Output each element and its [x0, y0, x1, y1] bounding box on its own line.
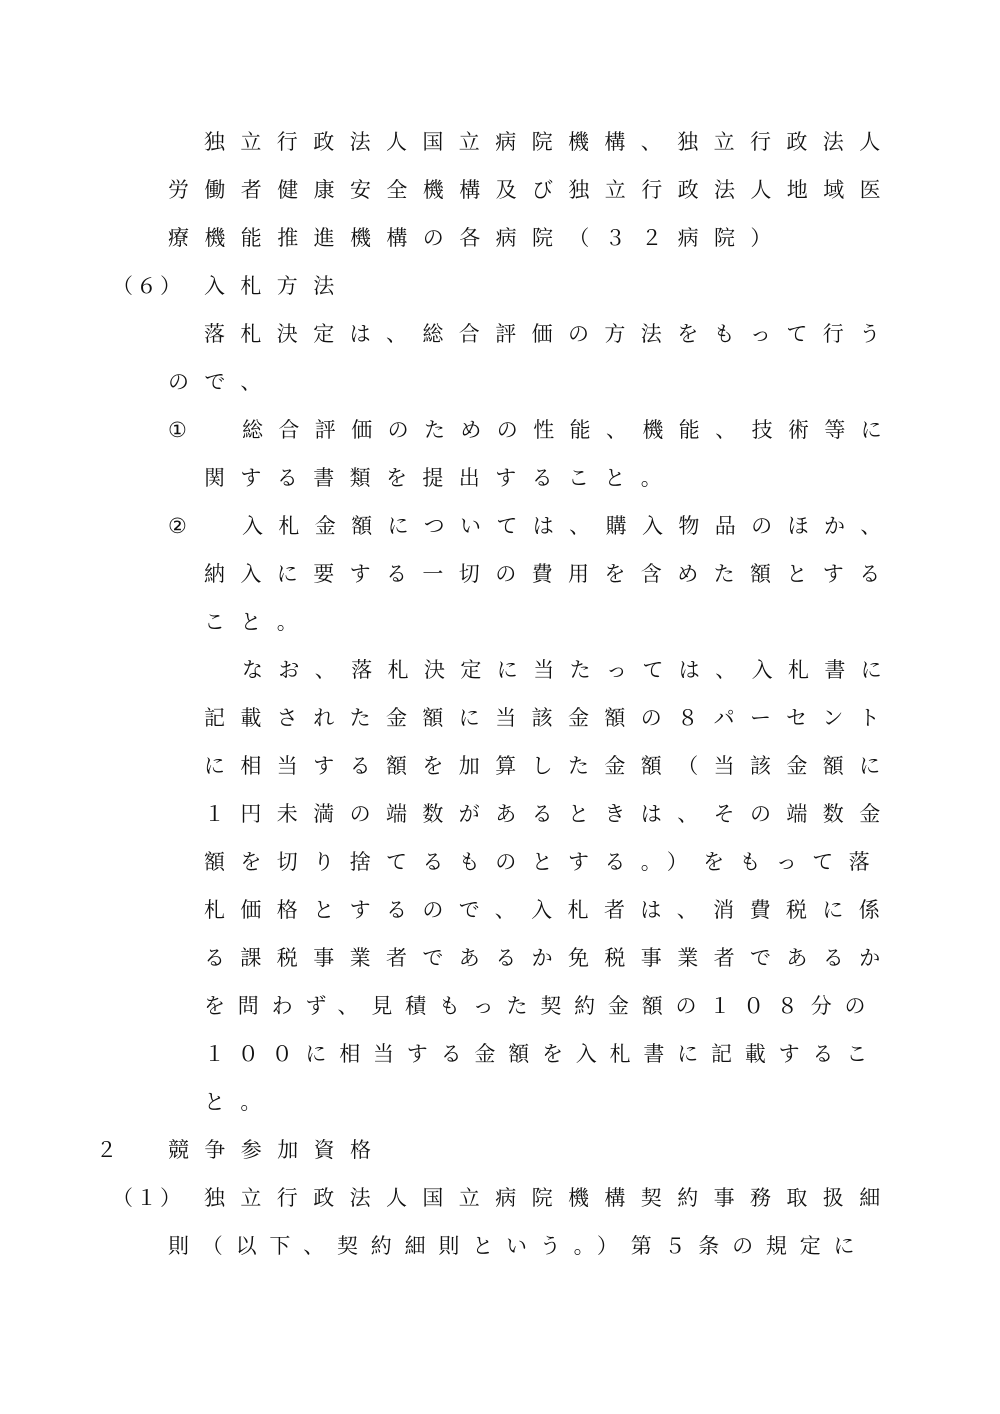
text-line: 総合評価のための性能、機能、技術等に: [242, 418, 898, 442]
text-line: こと。: [204, 610, 314, 634]
item-marker: ②: [168, 514, 190, 538]
item-marker: ①: [168, 418, 190, 442]
text-line: ので、: [168, 370, 277, 394]
text-line: 関する書類を提出すること。: [204, 466, 678, 490]
section-heading: 入札方法: [204, 274, 350, 298]
text-line: に相当する額を加算した金額（当該金額に: [204, 754, 896, 778]
text-line: 入札金額については、購入物品のほか、: [242, 514, 897, 538]
text-line: を問わず、見積もった契約金額の１０８分の: [204, 994, 879, 1018]
text-line: 記載された金額に当該金額の８パーセント: [204, 706, 896, 730]
text-line: なお、落札決定に当たっては、入札書に: [242, 658, 898, 682]
text-line: 札価格とするので、入札者は、消費税に係: [204, 898, 896, 922]
text-line: 則（以下、契約細則という。）第５条の規定に: [168, 1234, 868, 1258]
text-line: 療機能推進機構の各病院（３２病院）: [168, 226, 787, 250]
text-line: １００に相当する金額を入札書に記載するこ: [204, 1042, 880, 1066]
section-heading: 競争参加資格: [168, 1138, 387, 1162]
text-line: 額を切り捨てるものとする。）をもって落: [204, 850, 886, 874]
text-line: 独立行政法人国立病院機構、独立行政法人: [204, 130, 896, 154]
text-line: １円未満の端数があるときは、その端数金: [204, 802, 896, 826]
text-line: 独立行政法人国立病院機構契約事務取扱細: [204, 1186, 896, 1210]
text-line: 落札決定は、総合評価の方法をもって行う: [204, 322, 896, 346]
text-line: る課税事業者であるか免税事業者であるか: [204, 946, 896, 970]
section-number: ２: [96, 1138, 120, 1162]
section-marker: （１）: [112, 1186, 184, 1210]
section-marker: （６）: [112, 274, 184, 298]
text-line: と。: [204, 1090, 277, 1114]
text-line: 納入に要する一切の費用を含めた額とする: [204, 562, 896, 586]
text-line: 労働者健康安全機構及び独立行政法人地域医: [168, 178, 896, 202]
